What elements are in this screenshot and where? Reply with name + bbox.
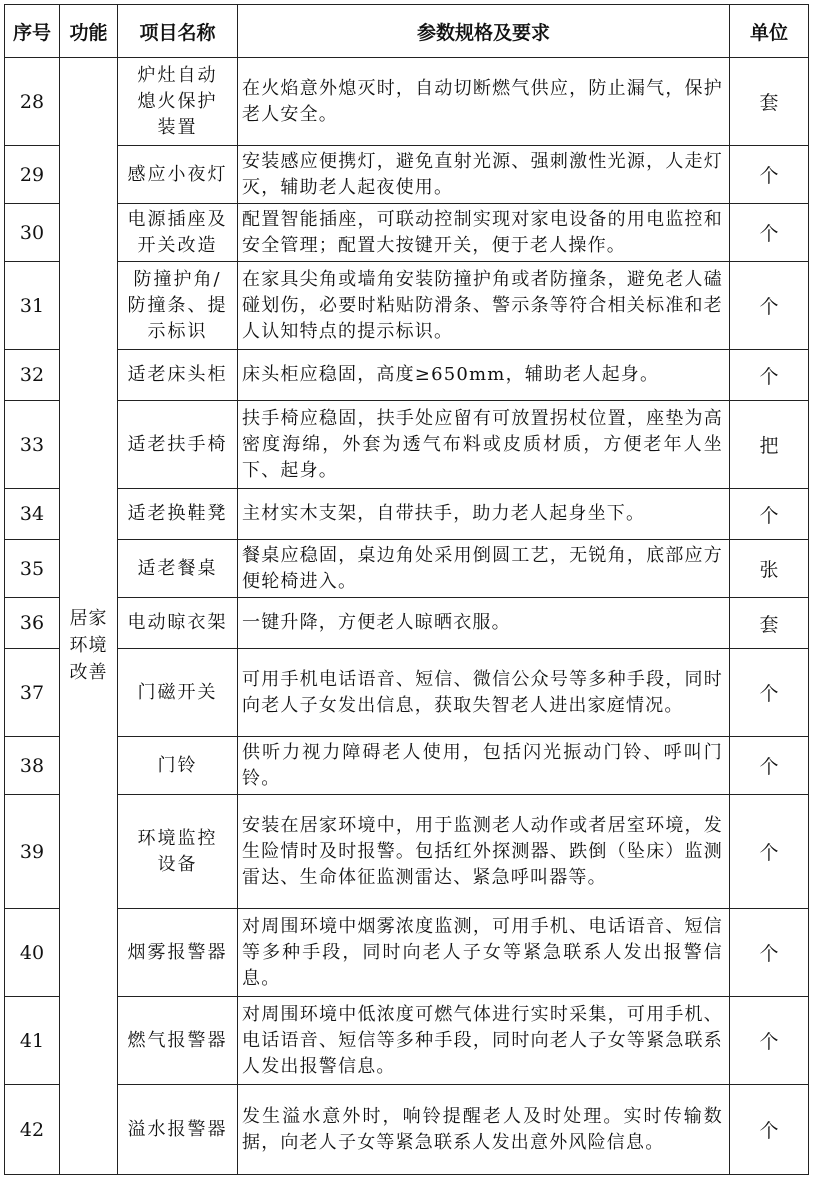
row-unit: 套: [730, 58, 809, 146]
row-serial: 36: [5, 598, 60, 649]
header-serial: 序号: [5, 5, 60, 58]
row-spec: 在火焰意外熄灭时，自动切断燃气供应，防止漏气，保护老人安全。: [238, 58, 730, 146]
row-unit: 个: [730, 997, 809, 1085]
row-item-name: 门磁开关: [118, 649, 238, 737]
header-unit: 单位: [730, 5, 809, 58]
row-spec: 对周围环境中低浓度可燃气体进行实时采集，可用手机、电话语音、短信等多种手段，同时向老人子女等紧急联系人发出报警信息。: [238, 997, 730, 1085]
row-unit: 个: [730, 262, 809, 350]
row-unit: 个: [730, 909, 809, 997]
row-serial: 29: [5, 146, 60, 204]
row-spec: 可用手机电话语音、短信、微信公众号等多种手段，同时向老人子女发出信息，获取失智老人进出家庭情况。: [238, 649, 730, 737]
row-serial: 40: [5, 909, 60, 997]
row-serial: 35: [5, 540, 60, 598]
row-serial: 28: [5, 58, 60, 146]
row-serial: 31: [5, 262, 60, 350]
row-item-name: 炉灶自动 熄火保护 装置: [118, 58, 238, 146]
header-spec: 参数规格及要求: [238, 5, 730, 58]
row-spec: 配置智能插座，可联动控制实现对家电设备的用电监控和安全管理；配置大按键开关，便于老人操作。: [238, 204, 730, 262]
row-serial: 38: [5, 737, 60, 795]
row-spec: 床头柜应稳固，高度≥650mm，辅助老人起身。: [238, 350, 730, 401]
table-row: [5, 58, 809, 146]
row-item-name: 烟雾报警器: [118, 909, 238, 997]
row-spec: 供听力视力障碍老人使用，包括闪光振动门铃、呼叫门铃。: [238, 737, 730, 795]
row-item-name: 感应小夜灯: [118, 146, 238, 204]
row-unit: 个: [730, 489, 809, 540]
row-unit: 个: [730, 1085, 809, 1175]
row-unit: 套: [730, 598, 809, 649]
row-unit: 张: [730, 540, 809, 598]
row-unit: 个: [730, 204, 809, 262]
row-serial: 42: [5, 1085, 60, 1175]
row-item-name: 溢水报警器: [118, 1085, 238, 1175]
table-row: [5, 204, 809, 262]
table-header-row: [5, 5, 809, 58]
row-spec: 在家具尖角或墙角安装防撞护角或者防撞条，避免老人磕碰划伤，必要时粘贴防滑条、警示条等符合相关标准和老人认知特点的提示标识。: [238, 262, 730, 350]
row-unit: 个: [730, 649, 809, 737]
row-serial: 37: [5, 649, 60, 737]
table-row: [5, 795, 809, 909]
equipment-spec-table: [4, 4, 809, 1175]
function-category-label: 居家 环境 改善: [69, 607, 108, 683]
row-spec: 餐桌应稳固，桌边角处采用倒圆工艺，无锐角，底部应方便轮椅进入。: [238, 540, 730, 598]
row-item-name: 环境监控 设备: [118, 795, 238, 909]
row-serial: 34: [5, 489, 60, 540]
row-serial: 32: [5, 350, 60, 401]
row-spec: 扶手椅应稳固，扶手处应留有可放置拐杖位置，座垫为高密度海绵，外套为透气布料或皮质材质，方便老年人坐下、起身。: [238, 401, 730, 489]
row-item-name: 燃气报警器: [118, 997, 238, 1085]
row-spec: 主材实木支架，自带扶手，助力老人起身坐下。: [238, 489, 730, 540]
row-spec: 对周围环境中烟雾浓度监测，可用手机、电话语音、短信等多种手段，同时向老人子女等紧急联系人发出报警信息。: [238, 909, 730, 997]
table-row: [5, 649, 809, 737]
row-spec: 安装感应便携灯，避免直射光源、强刺激性光源，人走灯灭，辅助老人起夜使用。: [238, 146, 730, 204]
table-row: [5, 737, 809, 795]
table-row: [5, 262, 809, 350]
header-item-name: 项目名称: [118, 5, 238, 58]
row-item-name: 防撞护角/ 防撞条、提 示标识: [118, 262, 238, 350]
table-row: [5, 489, 809, 540]
row-item-name: 电动晾衣架: [118, 598, 238, 649]
table-row: [5, 997, 809, 1085]
table-row: [5, 146, 809, 204]
row-item-name: 适老扶手椅: [118, 401, 238, 489]
row-unit: 个: [730, 737, 809, 795]
table-row: [5, 401, 809, 489]
row-item-name: 适老换鞋凳: [118, 489, 238, 540]
table-row: [5, 598, 809, 649]
table-row: [5, 540, 809, 598]
row-spec: 发生溢水意外时，响铃提醒老人及时处理。实时传输数据，向老人子女等紧急联系人发出意外风险信息。: [238, 1085, 730, 1175]
row-item-name: 适老餐桌: [118, 540, 238, 598]
table-row: [5, 909, 809, 997]
row-spec: 安装在居家环境中，用于监测老人动作或者居室环境，发生险情时及时报警。包括红外探测器、跌倒（坠床）监测雷达、生命体征监测雷达、紧急呼叫器等。: [238, 795, 730, 909]
row-unit: 个: [730, 350, 809, 401]
row-serial: 30: [5, 204, 60, 262]
row-item-name: 电源插座及 开关改造: [118, 204, 238, 262]
row-serial: 39: [5, 795, 60, 909]
header-function: 功能: [60, 5, 118, 58]
table-row: [5, 350, 809, 401]
row-serial: 41: [5, 997, 60, 1085]
row-unit: 个: [730, 146, 809, 204]
row-item-name: 门铃: [118, 737, 238, 795]
function-category: [60, 58, 118, 1175]
row-spec: 一键升降，方便老人晾晒衣服。: [238, 598, 730, 649]
row-serial: 33: [5, 401, 60, 489]
row-unit: 把: [730, 401, 809, 489]
row-unit: 个: [730, 795, 809, 909]
row-item-name: 适老床头柜: [118, 350, 238, 401]
table-row: [5, 1085, 809, 1175]
